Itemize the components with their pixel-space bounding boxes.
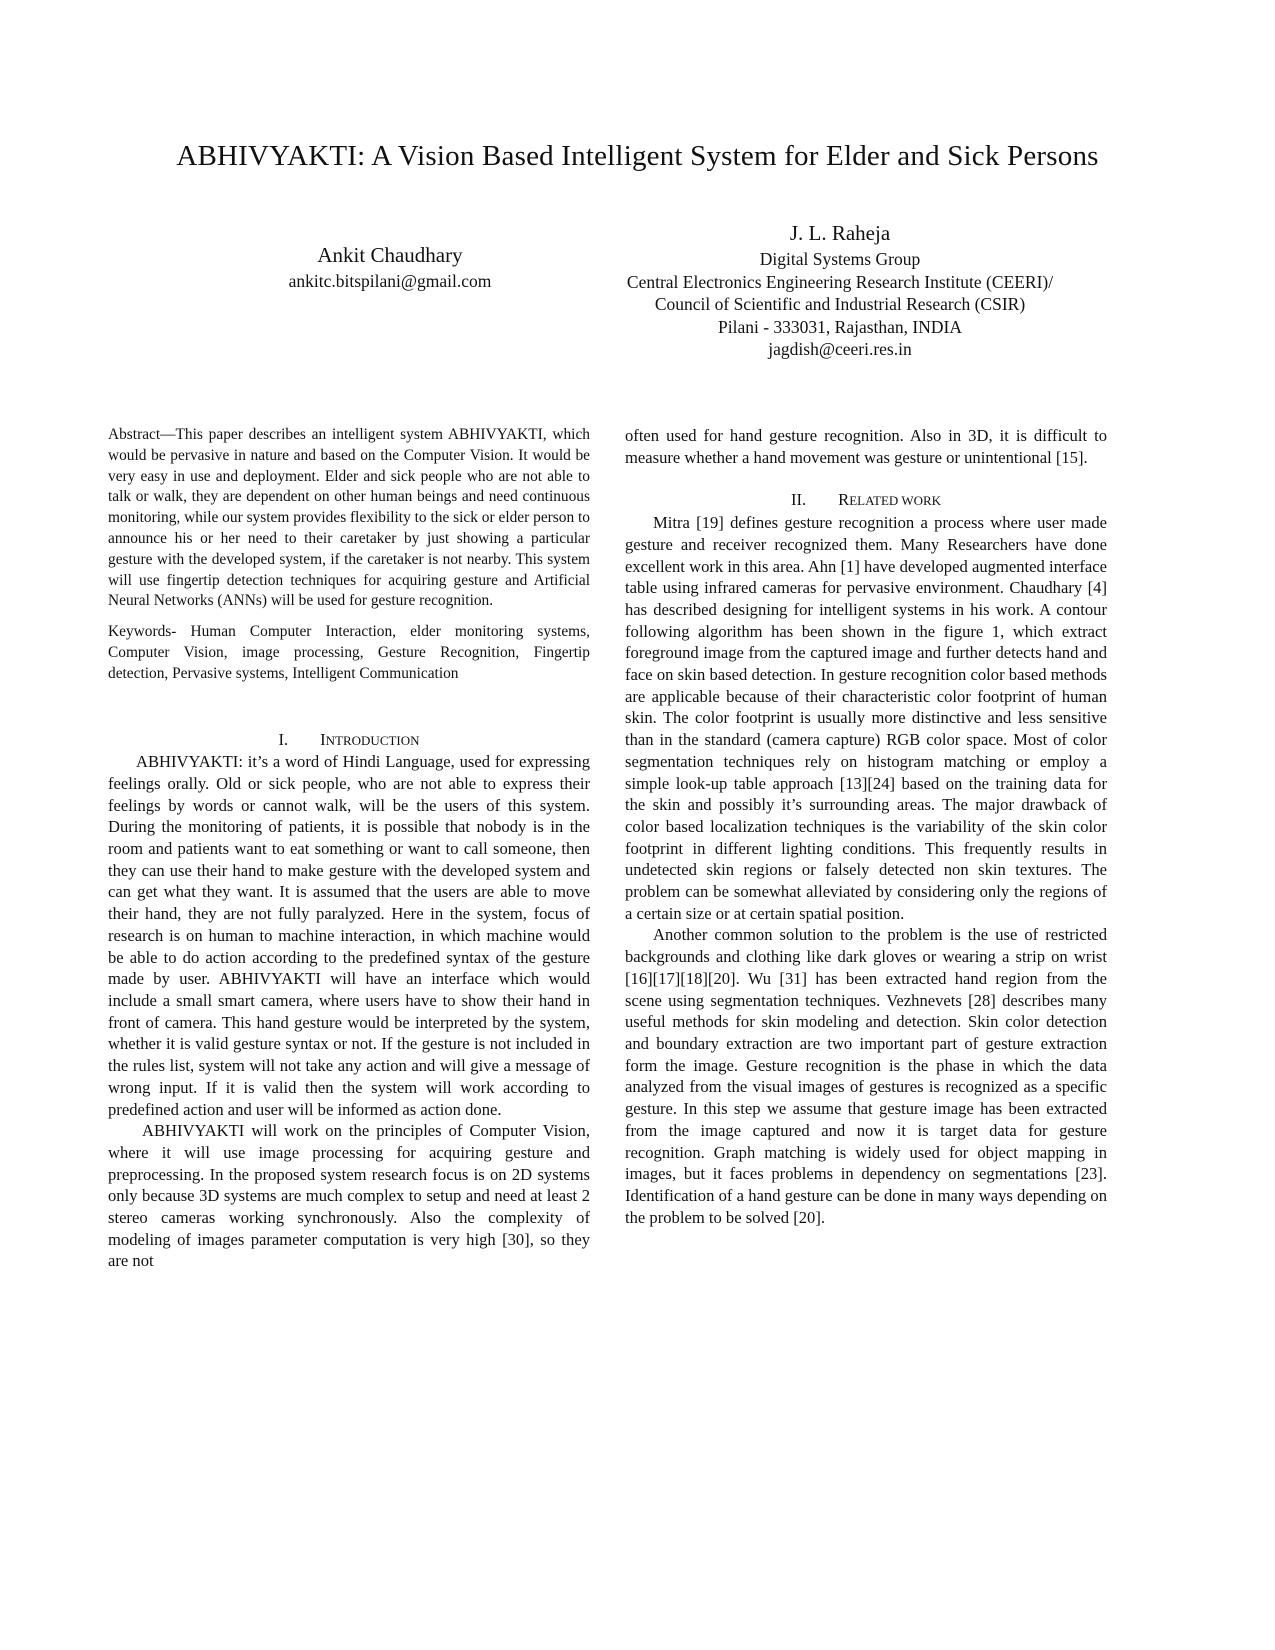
section-title-initial: R [838,490,850,510]
paragraph: Mitra [19] defines gesture recognition a process where user made gesture and receiver recognized them. Many Researchers have done excellent work in this area. Ahn [1] have developed augmented interface table using infrared cameras for pervasive environment. Chaudhary [4] has described designing for intelligent systems in his work. A contour following algorithm has been shown in the figure 1, which extract foreground image from the captured image and further detects hand and face on skin based detection. In gesture recognition color based methods are applicable because of their characteristic color footprint of human skin. The color footprint is usually more distinctive and less sensitive than in the standard (camera capture) RGB color space. Most of color segmentation techniques rely on histogram matching or employ a simple look-up table approach [13][24] based on the training data for the skin and possibly it’s surrounding areas. The major drawback of color based localization techniques is the variability of the skin color footprint in different lighting conditions. This frequently results in undetected skin regions or falsely detected non skin textures. The problem can be somewhat alleviated by considering only the regions of a certain size or at certain spatial position. [625,513,1107,923]
author-name: Ankit Chaudhary [317,243,463,267]
section-number: I. [278,729,289,749]
affiliation-council: Council of Scientific and Industrial Research (CSIR) [654,294,1026,314]
keywords: Keywords- Human Computer Interaction, elder monitoring systems, Computer Vision, image processing, Gesture Recognition, Fingertip detection, Pervasive systems, Intelligent Communication [108,623,590,682]
paragraph-continuation: often used for hand gesture recognition. Also in 3D, it is difficult to measure whether a hand movement was gesture or unintentional [15]. [625,426,1107,467]
affiliation-institute: Central Electronics Engineering Research Institute (CEERI)/ [626,271,1054,292]
author-block-1 [190,240,590,293]
paper-title: ABHIVYAKTI: A Vision Based Intelligent System for Elder and Sick Persons [176,140,1099,172]
affiliation-address: Pilani - 333031, Rajasthan, INDIA [718,316,962,337]
right-column [625,425,1107,1228]
paragraph: ABHIVYAKTI will work on the principles of Computer Vision, where it will use image processing for acquiring gesture and preprocessing. In the proposed system research focus is on 2D systems only because 3D systems are much complex to setup and need at least 2 stereo cameras working synchronously. Also the complexity of modeling of images parameter computation is very high [30], so they are not [108,1121,590,1271]
section-number: II. [790,490,807,510]
author-email: jagdish@ceeri.res.in [768,339,912,359]
left-column [108,425,590,1272]
section-title-rest: NTRODUCTION [325,732,420,748]
section-heading-introduction [108,729,590,752]
paragraph: Another common solution to the problem is the use of restricted backgrounds and clothing like dark gloves or wearing a strip on wrist [16][17][18][20]. Wu [31] has been extracted hand region from the scene using segmentation techniques. Vezhnevets [28] describes many useful methods for skin modeling and detection. Skin color detection and boundary extraction are two important part of gesture extraction form the image. Gesture recognition is the phase in which the data analyzed from the visual images of gestures is recognized as a specific gesture. In this step we assume that gesture image has been extracted from the image captured and now it is target data for gesture recognition. Graph matching is widely used for object mapping in images, but it faces problems in dependency on segmentations [23]. Identification of a hand gesture can be done in many ways depending on the problem to be solved [20]. [625,925,1107,1227]
author-name: J. L. Raheja [789,221,891,245]
paragraph: ABHIVYAKTI: it’s a word of Hindi Language, used for expressing feelings orally. Old or sick people, who are not able to express their feelings by words or cannot walk, will be the users of this system. During the monitoring of patients, it is possible that nobody is in the room and patients want to eat something or want to call someone, then they can use their hand to make gesture with the developed system and can get what they want. It is assumed that the users are able to move their hand, they are not fully paralyzed. Here in the system, focus of research is on human to machine interaction, in which machine would be able to do action according to the predefined syntax of the gesture made by user. ABHIVYAKTI will have an interface which would include a small smart camera, where users have to show their hand in front of camera. This hand gesture would be interpreted by the system, whether it is valid gesture syntax or not. If the gesture is not included in the rules list, system will not take any action and will give a message of wrong input. If it is valid then the system will work according to predefined action and user will be informed as action done. [108,752,590,1119]
affiliation-group: Digital Systems Group [759,249,921,269]
section-heading-related-work [625,489,1107,512]
abstract: Abstract—This paper describes an intelligent system ABHIVYAKTI, which would be pervasive in nature and based on the Computer Vision. It would be very easy in use and deployment. Elder and sick people who are not able to talk or walk, they are dependent on other human beings and need continuous monitoring, while our system provides flexibility to the sick or elder person to announce his or her need to their caretaker by just showing a particular gesture with the developed system, if the caretaker is not nearby. This system will use fingertip detection techniques for acquiring gesture and Artificial Neural Networks (ANNs) will be used for gesture recognition. [108,426,590,610]
section-title-rest: ELATED WORK [849,493,942,509]
section-title-initial: I [320,729,326,749]
author-block-2 [580,218,1100,361]
author-email: ankitc.bitspilani@gmail.com [288,271,492,291]
